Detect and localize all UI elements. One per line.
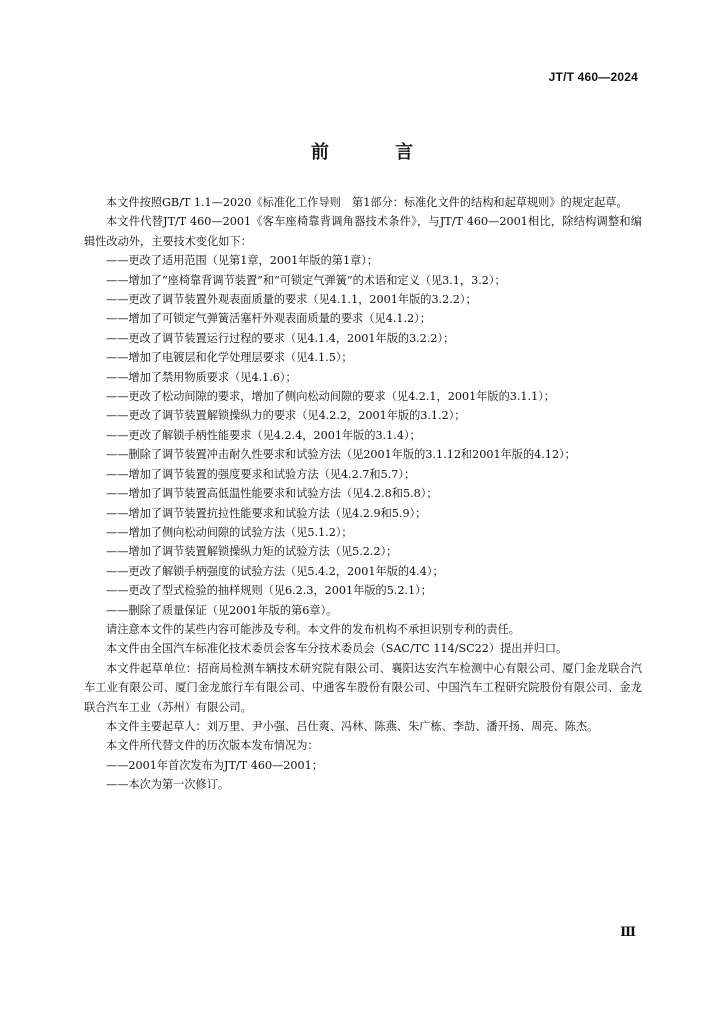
replaces-paragraph: 本文件代替JT/T 460—2001《客车座椅靠背调角器技术条件》，与JT/T 460—2001相比，除结构调整和编辑性改动外，主要技术变化如下： [84, 215, 642, 248]
list-item: ——2001年首次发布为JT/T 460—2001； [106, 758, 323, 772]
list-item: ——更改了调节装置外观表面质量的要求（见4.1.1，2001年版的3.2.2）； [106, 293, 477, 307]
changes-list [84, 251, 642, 620]
drafters: 本文件主要起草人：刘万里、尹小强、吕仕爽、冯林、陈燕、朱广栋、李劼、潘开扬、周亮、陈杰。 [106, 719, 599, 733]
standard-code: JT/T 460—2024 [548, 70, 638, 84]
page-title: 前 言 [310, 142, 444, 163]
list-item: ——增加了调节装置抗拉性能要求和试验方法（见4.2.9和5.9）； [106, 506, 427, 520]
page-number: Ⅲ [620, 925, 636, 940]
list-item: ——更改了型式检验的抽样规则（见6.2.3，2001年版的5.2.1）； [106, 584, 432, 598]
drafting-units: 本文件起草单位：招商局检测车辆技术研究院有限公司、襄阳达安汽车检测中心有限公司、厦门金龙联合汽车工业有限公司、厦门金龙旅行车有限公司、中通客车股份有限公司、中国汽车工程研究院股份有限公司、金龙联合汽车工业（苏州）有限公司。 [84, 661, 642, 714]
history-list [84, 756, 642, 795]
list-item: ——增加了可锁定气弹簧活塞杆外观表面质量的要求（见4.1.2）； [106, 312, 431, 326]
list-item: ——增加了“座椅靠背调节装置”和“可锁定气弹簧”的术语和定义（见3.1，3.2）； [106, 273, 506, 287]
list-item: ——增加了调节装置解锁操纵力矩的试验方法（见5.2.2）； [106, 545, 398, 559]
proposer-note: 本文件由全国汽车标准化技术委员会客车分技术委员会（SAC/TC 114/SC22）提出并归口。 [106, 642, 568, 656]
list-item: ——增加了调节装置高低温性能要求和试验方法（见4.2.8和5.8）； [106, 487, 438, 501]
list-item: ——更改了调节装置解锁操纵力的要求（见4.2.2，2001年版的3.1.2）； [106, 409, 466, 423]
list-item: ——增加了电镀层和化学处理层要求（见4.1.5）； [106, 351, 353, 365]
list-item: ——删除了调节装置冲击耐久性要求和试验方法（见2001年版的3.1.12和2001年版的4.12）； [106, 448, 576, 462]
basis-paragraph: 本文件按照GB/T 1.1—2020《标准化工作导则 第1部分：标准化文件的结构和起草规则》的规定起草。 [106, 196, 628, 209]
list-item: ——增加了侧向松动间隙的试验方法（见5.1.2）； [106, 525, 353, 539]
foreword-body [84, 193, 642, 795]
list-item: ——本次为第一次修订。 [106, 778, 230, 792]
list-item: ——更改了解锁手柄强度的试验方法（见5.4.2，2001年版的4.4）； [106, 564, 444, 578]
list-item: ——更改了松动间隙的要求，增加了侧向松动间隙的要求（见4.2.1，2001年版的3.1.1）； [106, 390, 555, 404]
list-item: ——更改了适用范围（见第1章，2001年版的第1章）； [106, 254, 379, 268]
patent-note: 请注意本文件的某些内容可能涉及专利。本文件的发布机构不承担识别专利的责任。 [106, 622, 520, 636]
list-item: ——删除了质量保证（见2001年版的第6章）。 [106, 603, 338, 617]
history-intro: 本文件所代替文件的历次版本发布情况为： [106, 739, 319, 753]
list-item: ——增加了调节装置的强度要求和试验方法（见4.2.7和5.7）； [106, 467, 416, 481]
list-item: ——增加了禁用物质要求（见4.1.6）； [106, 370, 297, 384]
list-item: ——更改了解锁手柄性能要求（见4.2.4，2001年版的3.1.4）； [106, 428, 421, 442]
list-item: ——更改了调节装置运行过程的要求（见4.1.4，2001年版的3.2.2）； [106, 331, 455, 345]
